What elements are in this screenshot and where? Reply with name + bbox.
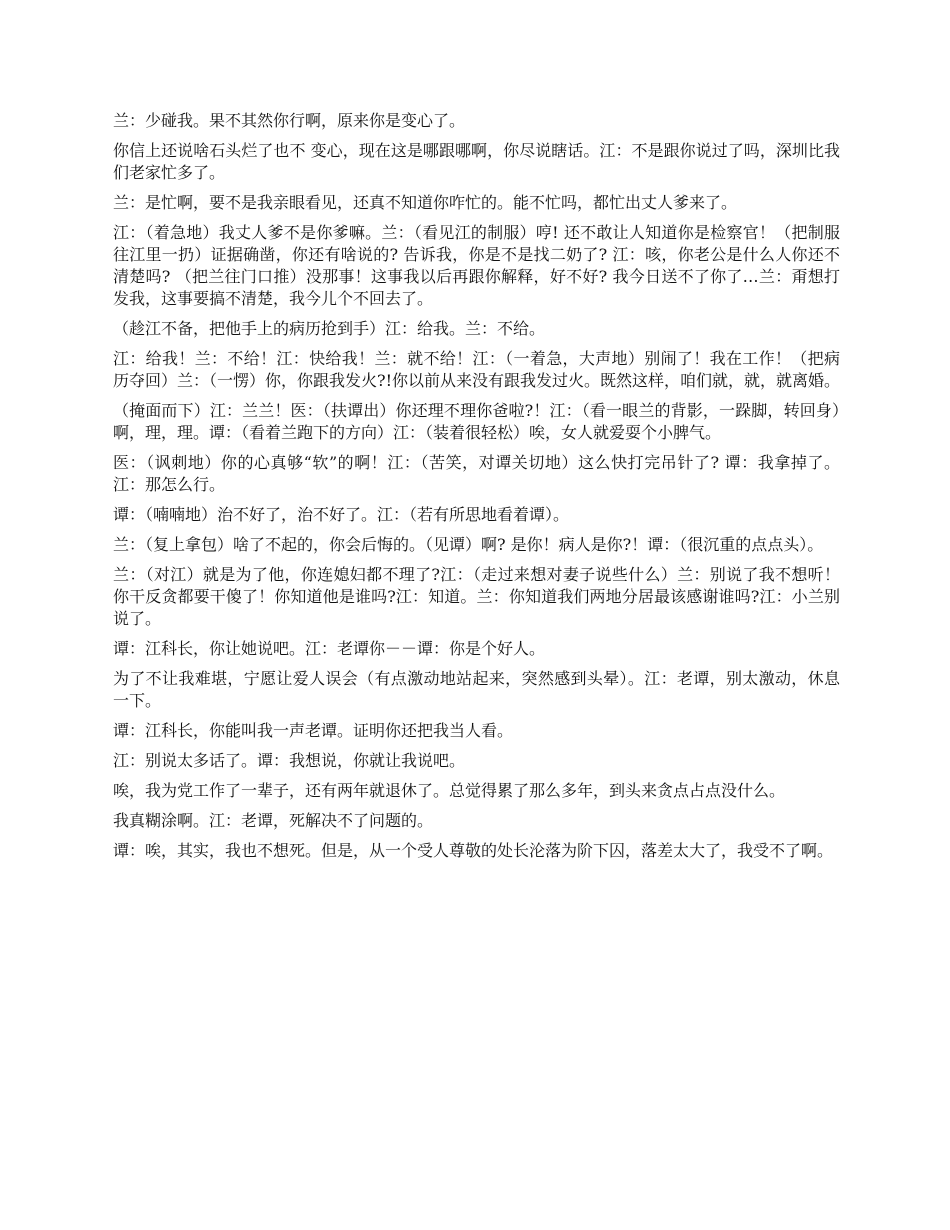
paragraph: 谭：唉，其实，我也不想死。但是，从一个受人尊敬的处长沦落为阶下囚，落差太大了，我受不了啊。 [113,841,834,860]
paragraph: 谭：江科长，你让她说吧。江：老谭你－－谭：你是个好人。 [113,639,546,658]
paragraph: 兰：是忙啊，要不是我亲眼看见，还真不知道你咋忙的。能不忙吗，都忙出丈人爹来了。 [113,193,738,212]
paragraph: 谭：（喃喃地）治不好了，治不好了。江：（若有所思地看着谭）。 [113,505,570,524]
document-body [113,110,840,870]
paragraph: 医：（讽刺地）你的心真够“软”的啊！江：（苦笑，对谭关切地）这么快打完吊针了? 谭：我拿掉了。江：那怎么行。 [113,453,840,494]
paragraph: 我真糊涂啊。江：老谭，死解决不了问题的。 [113,811,434,830]
paragraph: （掩面而下）江：兰兰！医：（扶谭出）你还理不理你爸啦?！江：（看一眼兰的背影，一跺脚，转回身）啊，理，理。谭：（看着兰跑下的方向）江：（装着很轻松）唉，女人就爱耍个小脾气。 [113,401,840,442]
paragraph: （趁江不备，把他手上的病历抢到手）江：给我。兰：不给。 [113,319,546,338]
paragraph: 你信上还说啥石头烂了也不 变心，现在这是哪跟哪啊，你尽说瞎话。江：不是跟你说过了吗，深圳比我们老家忙多了。 [113,141,840,182]
paragraph: 兰：少碰我。果不其然你行啊，原来你是变心了。 [113,111,466,130]
paragraph: 江：给我！兰：不给！江：快给我！兰：就不给！江：（一着急，大声地）别闹了！我在工作！（把病历夺回）兰：（一愣）你，你跟我发火?!你以前从来没有跟我发过火。既然这样，咱们就，就，就离婚。 [113,349,841,390]
paragraph: 兰：（复上拿包）啥了不起的，你会后悔的。（见谭）啊? 是你！病人是你?！谭：（很沉重的点点头）。 [113,535,824,554]
paragraph: 兰：（对江）就是为了他，你连媳妇都不理了?江：（走过来想对妻子说些什么）兰：别说了我不想听！你干反贪都要干傻了！你知道他是谁吗?江：知道。兰：你知道我们两地分居最该感谢谁吗?江：小兰别说了。 [113,565,840,628]
paragraph: 谭：江科长，你能叫我一声老谭。证明你还把我当人看。 [113,721,514,740]
paragraph: 为了不让我难堪，宁愿让爱人误会（有点激动地站起来，突然感到头晕）。江：老谭，别太激动，休息一下。 [113,669,840,710]
paragraph: 江：别说太多话了。谭：我想说，你就让我说吧。 [113,751,466,770]
paragraph: 唉，我为党工作了一辈子，还有两年就退休了。总觉得累了那么多年，到头来贪点占点没什么。 [113,781,786,800]
paragraph: 江：（着急地）我丈人爹不是你爹嘛。兰：（看见江的制服）哼! 还不敢让人知道你是检察官！（把制服往江里一扔）证据确凿，你还有啥说的? 告诉我，你是不是找二奶了? 江：咳，你老公是什么人你还不清楚吗? （把兰往门口推）没那事！这事我以后再跟你解释，好不好? 我今日送不了你了…兰：甭想打发我，这事要搞不清楚，我今儿个不回去了。 [113,223,840,308]
